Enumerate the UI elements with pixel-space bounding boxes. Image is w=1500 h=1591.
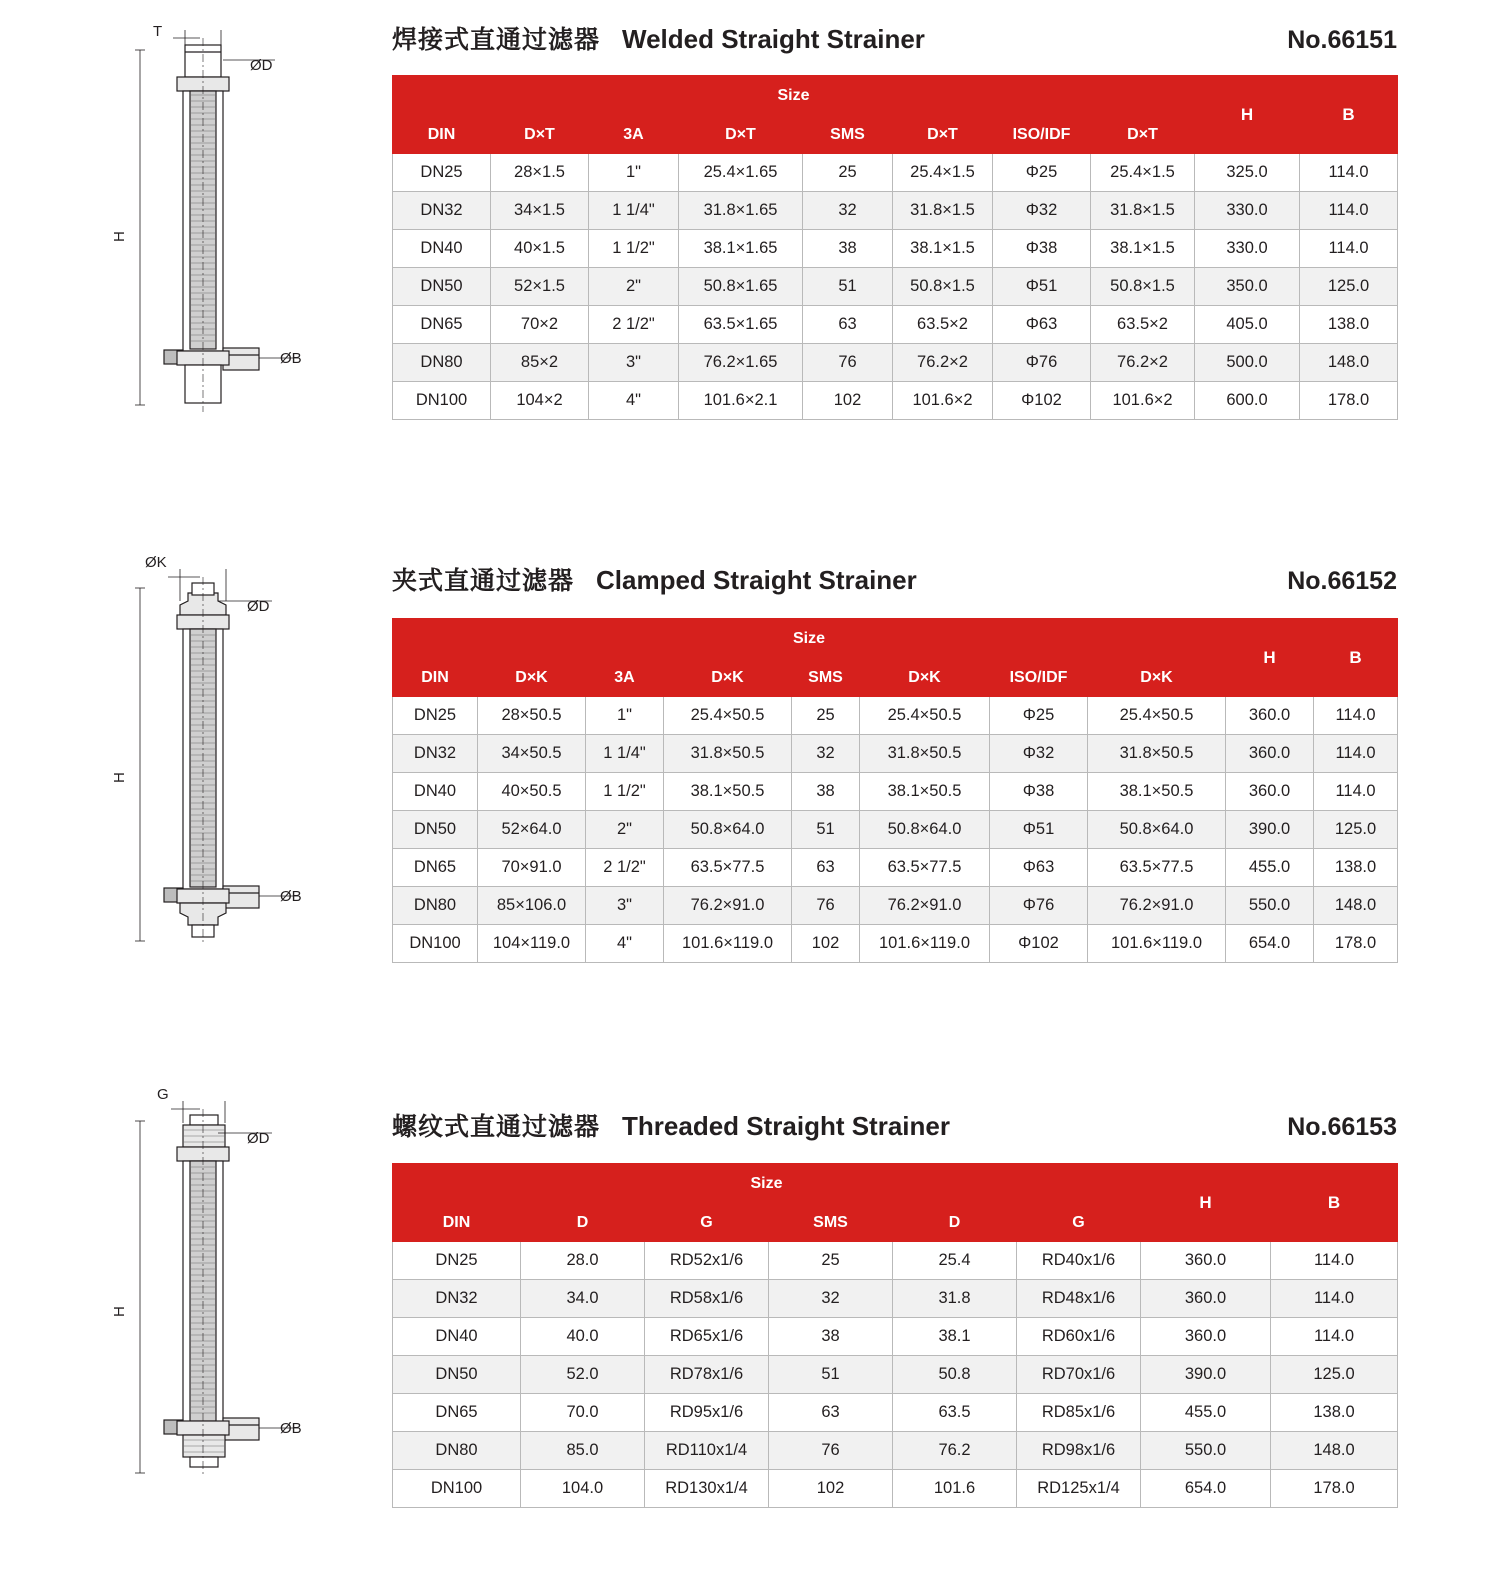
cell: 114.0	[1314, 697, 1398, 735]
product-drawing-threaded	[40, 1085, 370, 1585]
cell: 63.5×77.5	[664, 849, 792, 887]
cell: 70×2	[491, 306, 589, 344]
cell: 138.0	[1271, 1394, 1398, 1432]
cell: DN50	[393, 268, 491, 306]
cell: 34.0	[521, 1280, 645, 1318]
cell: 38	[803, 230, 893, 268]
cell: 114.0	[1300, 230, 1398, 268]
cell: 52×64.0	[478, 811, 586, 849]
cell: 38.1×1.65	[679, 230, 803, 268]
col-header: G	[1017, 1204, 1141, 1242]
cell: 654.0	[1226, 925, 1314, 963]
cell: Φ38	[993, 230, 1091, 268]
cell: Φ32	[993, 192, 1091, 230]
col-header: D×T	[491, 116, 589, 154]
cell: 76.2×2	[893, 344, 993, 382]
b-header: B	[1314, 619, 1398, 697]
cell: 38.1×50.5	[860, 773, 990, 811]
cell: 76	[803, 344, 893, 382]
cell: 455.0	[1226, 849, 1314, 887]
cell: 38.1×1.5	[1091, 230, 1195, 268]
cell: DN65	[393, 306, 491, 344]
cell: 31.8×50.5	[664, 735, 792, 773]
table-row	[393, 811, 1398, 849]
spec-table-clamped	[392, 618, 1398, 963]
cell: 148.0	[1271, 1432, 1398, 1470]
col-header: ISO/IDF	[990, 659, 1088, 697]
cell: 50.8×1.5	[1091, 268, 1195, 306]
cell: 148.0	[1314, 887, 1398, 925]
cell: 38.1	[893, 1318, 1017, 1356]
cell: RD70x1/6	[1017, 1356, 1141, 1394]
product-drawing-welded	[40, 0, 370, 520]
cell: DN40	[393, 1318, 521, 1356]
spec-table-welded	[392, 75, 1398, 420]
cell: 25.4×1.5	[1091, 154, 1195, 192]
title-en: Threaded Straight Strainer	[622, 1111, 950, 1141]
cell: 114.0	[1271, 1242, 1398, 1280]
product-section-welded	[0, 0, 1500, 520]
cell: 114.0	[1314, 773, 1398, 811]
cell: 360.0	[1226, 735, 1314, 773]
product-section-threaded	[0, 1085, 1500, 1585]
cell: RD85x1/6	[1017, 1394, 1141, 1432]
cell: DN25	[393, 1242, 521, 1280]
dim-label-h: H	[111, 1306, 128, 1317]
cell: Φ102	[993, 382, 1091, 420]
product-section-clamped	[0, 543, 1500, 1068]
cell: DN40	[393, 773, 478, 811]
cell: 114.0	[1271, 1318, 1398, 1356]
cell: DN65	[393, 1394, 521, 1432]
cell: 31.8×1.5	[893, 192, 993, 230]
col-header: 3A	[589, 116, 679, 154]
size-group-header: Size	[393, 76, 1195, 116]
cell: 1 1/4"	[586, 735, 664, 773]
spec-table-threaded	[392, 1163, 1398, 1508]
table-row	[393, 1356, 1398, 1394]
cell: 101.6×2	[893, 382, 993, 420]
cell: RD78x1/6	[645, 1356, 769, 1394]
col-header: G	[645, 1204, 769, 1242]
cell: 1"	[589, 154, 679, 192]
table-row	[393, 192, 1398, 230]
cell: 40×1.5	[491, 230, 589, 268]
cell: 101.6	[893, 1470, 1017, 1508]
model-number: No.66153	[1287, 1113, 1397, 1141]
cell: DN80	[393, 887, 478, 925]
cell: 114.0	[1314, 735, 1398, 773]
cell: 101.6×119.0	[1088, 925, 1226, 963]
col-header: DIN	[393, 116, 491, 154]
cell: 1 1/2"	[586, 773, 664, 811]
cell: RD95x1/6	[645, 1394, 769, 1432]
cell: 104.0	[521, 1470, 645, 1508]
model-number: No.66152	[1287, 567, 1397, 595]
cell: 85×2	[491, 344, 589, 382]
cell: 138.0	[1314, 849, 1398, 887]
cell: 31.8×50.5	[1088, 735, 1226, 773]
cell: RD58x1/6	[645, 1280, 769, 1318]
cell: 350.0	[1195, 268, 1300, 306]
cell: 101.6×119.0	[860, 925, 990, 963]
cell: 50.8×64.0	[664, 811, 792, 849]
cell: RD40x1/6	[1017, 1242, 1141, 1280]
cell: Φ38	[990, 773, 1088, 811]
cell: 125.0	[1271, 1356, 1398, 1394]
cell: 2 1/2"	[589, 306, 679, 344]
dim-label-od: ØD	[247, 1130, 270, 1147]
cell: 50.8×1.65	[679, 268, 803, 306]
cell: DN32	[393, 192, 491, 230]
cell: DN80	[393, 344, 491, 382]
cell: 32	[792, 735, 860, 773]
cell: 104×119.0	[478, 925, 586, 963]
cell: 455.0	[1141, 1394, 1271, 1432]
col-header: D×K	[860, 659, 990, 697]
cell: 25	[803, 154, 893, 192]
cell: 28×1.5	[491, 154, 589, 192]
cell: RD98x1/6	[1017, 1432, 1141, 1470]
model-number: No.66151	[1287, 26, 1397, 54]
cell: 550.0	[1141, 1432, 1271, 1470]
cell: 50.8×64.0	[860, 811, 990, 849]
cell: 76.2×2	[1091, 344, 1195, 382]
table-row	[393, 268, 1398, 306]
cell: 25.4	[893, 1242, 1017, 1280]
cell: 360.0	[1141, 1280, 1271, 1318]
cell: 63.5×1.65	[679, 306, 803, 344]
cell: 63.5×2	[893, 306, 993, 344]
cell: DN25	[393, 697, 478, 735]
h-header: H	[1195, 76, 1300, 154]
cell: 70×91.0	[478, 849, 586, 887]
cell: 390.0	[1226, 811, 1314, 849]
cell: 114.0	[1300, 154, 1398, 192]
cell: 2"	[589, 268, 679, 306]
cell: 2 1/2"	[586, 849, 664, 887]
cell: RD52x1/6	[645, 1242, 769, 1280]
cell: 51	[803, 268, 893, 306]
cell: 178.0	[1314, 925, 1398, 963]
cell: 32	[769, 1280, 893, 1318]
col-header: DIN	[393, 1204, 521, 1242]
cell: 31.8	[893, 1280, 1017, 1318]
col-header: D×K	[664, 659, 792, 697]
h-header: H	[1226, 619, 1314, 697]
cell: 28.0	[521, 1242, 645, 1280]
cell: 76	[769, 1432, 893, 1470]
cell: 85×106.0	[478, 887, 586, 925]
cell: 28×50.5	[478, 697, 586, 735]
col-header: SMS	[769, 1204, 893, 1242]
table-row	[393, 925, 1398, 963]
cell: 1 1/2"	[589, 230, 679, 268]
cell: 25.4×1.65	[679, 154, 803, 192]
b-header: B	[1300, 76, 1398, 154]
cell: 63.5×77.5	[860, 849, 990, 887]
table-row	[393, 1318, 1398, 1356]
cell: 3"	[586, 887, 664, 925]
table-row	[393, 1470, 1398, 1508]
cell: 25	[792, 697, 860, 735]
cell: 63	[792, 849, 860, 887]
cell: 114.0	[1271, 1280, 1398, 1318]
cell: Φ25	[993, 154, 1091, 192]
size-group-header: Size	[393, 619, 1226, 659]
cell: DN32	[393, 1280, 521, 1318]
cell: Φ51	[990, 811, 1088, 849]
cell: 38	[769, 1318, 893, 1356]
cell: 85.0	[521, 1432, 645, 1470]
cell: DN100	[393, 1470, 521, 1508]
table-row	[393, 306, 1398, 344]
cell: 51	[792, 811, 860, 849]
title-zh: 夹式直通过滤器	[392, 567, 575, 595]
cell: 34×50.5	[478, 735, 586, 773]
cell: 101.6×2.1	[679, 382, 803, 420]
cell: 50.8	[893, 1356, 1017, 1394]
cell: 31.8×1.65	[679, 192, 803, 230]
cell: DN80	[393, 1432, 521, 1470]
cell: 50.8×1.5	[893, 268, 993, 306]
cell: DN100	[393, 382, 491, 420]
cell: DN50	[393, 1356, 521, 1394]
col-header: DIN	[393, 659, 478, 697]
cell: Φ25	[990, 697, 1088, 735]
cell: 654.0	[1141, 1470, 1271, 1508]
cell: Φ102	[990, 925, 1088, 963]
cell: 114.0	[1300, 192, 1398, 230]
cell: 3"	[589, 344, 679, 382]
dim-label-ob: ØB	[280, 350, 302, 367]
cell: 125.0	[1300, 268, 1398, 306]
cell: 125.0	[1314, 811, 1398, 849]
cell: 325.0	[1195, 154, 1300, 192]
cell: 76.2×1.65	[679, 344, 803, 382]
cell: 102	[769, 1470, 893, 1508]
col-header: ISO/IDF	[993, 116, 1091, 154]
cell: DN100	[393, 925, 478, 963]
cell: 4"	[589, 382, 679, 420]
cell: 360.0	[1226, 773, 1314, 811]
col-header: SMS	[792, 659, 860, 697]
cell: 31.8×1.5	[1091, 192, 1195, 230]
cell: 101.6×2	[1091, 382, 1195, 420]
dim-label-ob: ØB	[280, 888, 302, 905]
cell: 330.0	[1195, 230, 1300, 268]
table-row	[393, 382, 1398, 420]
cell: Φ63	[990, 849, 1088, 887]
cell: 148.0	[1300, 344, 1398, 382]
cell: 330.0	[1195, 192, 1300, 230]
table-row	[393, 230, 1398, 268]
cell: 40.0	[521, 1318, 645, 1356]
h-header: H	[1141, 1164, 1271, 1242]
cell: 550.0	[1226, 887, 1314, 925]
dim-label-h: H	[111, 231, 128, 242]
cell: 25.4×1.5	[893, 154, 993, 192]
cell: DN32	[393, 735, 478, 773]
cell: Φ76	[990, 887, 1088, 925]
table-row	[393, 773, 1398, 811]
cell: 600.0	[1195, 382, 1300, 420]
cell: 25.4×50.5	[860, 697, 990, 735]
cell: RD130x1/4	[645, 1470, 769, 1508]
cell: 500.0	[1195, 344, 1300, 382]
cell: 38.1×50.5	[1088, 773, 1226, 811]
cell: 38.1×50.5	[664, 773, 792, 811]
cell: 76.2	[893, 1432, 1017, 1470]
cell: Φ76	[993, 344, 1091, 382]
cell: 63.5	[893, 1394, 1017, 1432]
cell: 390.0	[1141, 1356, 1271, 1394]
cell: 25	[769, 1242, 893, 1280]
cell: RD125x1/4	[1017, 1470, 1141, 1508]
cell: Φ63	[993, 306, 1091, 344]
dim-label-od: ØD	[247, 598, 270, 615]
cell: Φ51	[993, 268, 1091, 306]
col-header: D×T	[893, 116, 993, 154]
section-heading-clamped	[392, 561, 1397, 597]
cell: 63.5×2	[1091, 306, 1195, 344]
cell: 38.1×1.5	[893, 230, 993, 268]
table-row	[393, 154, 1398, 192]
cell: 178.0	[1300, 382, 1398, 420]
table-row	[393, 849, 1398, 887]
cell: 32	[803, 192, 893, 230]
cell: 1"	[586, 697, 664, 735]
cell: 2"	[586, 811, 664, 849]
title-en: Clamped Straight Strainer	[596, 565, 917, 595]
dim-label-ob: ØB	[280, 1420, 302, 1437]
cell: 360.0	[1141, 1242, 1271, 1280]
cell: 1 1/4"	[589, 192, 679, 230]
cell: 4"	[586, 925, 664, 963]
cell: 104×2	[491, 382, 589, 420]
title-zh: 螺纹式直通过滤器	[392, 1113, 601, 1141]
table-row	[393, 887, 1398, 925]
product-drawing-clamped	[40, 543, 370, 1068]
col-header: 3A	[586, 659, 664, 697]
cell: 76.2×91.0	[1088, 887, 1226, 925]
dim-label-ok: ØK	[145, 554, 167, 571]
cell: RD48x1/6	[1017, 1280, 1141, 1318]
section-heading-threaded	[392, 1107, 1397, 1143]
cell: 63.5×77.5	[1088, 849, 1226, 887]
cell: 405.0	[1195, 306, 1300, 344]
cell: 25.4×50.5	[1088, 697, 1226, 735]
cell: 63	[803, 306, 893, 344]
cell: DN40	[393, 230, 491, 268]
cell: RD110x1/4	[645, 1432, 769, 1470]
table-row	[393, 344, 1398, 382]
table-row	[393, 1280, 1398, 1318]
col-header: D×T	[1091, 116, 1195, 154]
cell: 76	[792, 887, 860, 925]
cell: 102	[792, 925, 860, 963]
dim-label-g: G	[157, 1086, 169, 1103]
title-zh: 焊接式直通过滤器	[392, 26, 601, 54]
col-header: SMS	[803, 116, 893, 154]
table-row	[393, 1432, 1398, 1470]
col-header: D	[893, 1204, 1017, 1242]
cell: RD65x1/6	[645, 1318, 769, 1356]
dim-label-od: ØD	[250, 57, 273, 74]
col-header: D×K	[478, 659, 586, 697]
cell: 102	[803, 382, 893, 420]
cell: 25.4×50.5	[664, 697, 792, 735]
cell: 51	[769, 1356, 893, 1394]
cell: 76.2×91.0	[664, 887, 792, 925]
cell: 40×50.5	[478, 773, 586, 811]
cell: 31.8×50.5	[860, 735, 990, 773]
table-row	[393, 735, 1398, 773]
cell: 360.0	[1141, 1318, 1271, 1356]
cell: 76.2×91.0	[860, 887, 990, 925]
cell: 101.6×119.0	[664, 925, 792, 963]
cell: 38	[792, 773, 860, 811]
cell: 178.0	[1271, 1470, 1398, 1508]
dim-label-h: H	[111, 772, 128, 783]
cell: 138.0	[1300, 306, 1398, 344]
cell: 360.0	[1226, 697, 1314, 735]
table-row	[393, 697, 1398, 735]
cell: RD60x1/6	[1017, 1318, 1141, 1356]
cell: 52×1.5	[491, 268, 589, 306]
title-en: Welded Straight Strainer	[622, 24, 925, 54]
cell: Φ32	[990, 735, 1088, 773]
dim-label-t: T	[153, 23, 163, 40]
section-heading-welded	[392, 20, 1397, 56]
b-header: B	[1271, 1164, 1398, 1242]
cell: 50.8×64.0	[1088, 811, 1226, 849]
cell: DN65	[393, 849, 478, 887]
col-header: D×T	[679, 116, 803, 154]
cell: 63	[769, 1394, 893, 1432]
cell: 70.0	[521, 1394, 645, 1432]
col-header: D×K	[1088, 659, 1226, 697]
cell: DN50	[393, 811, 478, 849]
table-row	[393, 1242, 1398, 1280]
size-group-header: Size	[393, 1164, 1141, 1204]
cell: 52.0	[521, 1356, 645, 1394]
cell: DN25	[393, 154, 491, 192]
cell: 34×1.5	[491, 192, 589, 230]
col-header: D	[521, 1204, 645, 1242]
table-row	[393, 1394, 1398, 1432]
